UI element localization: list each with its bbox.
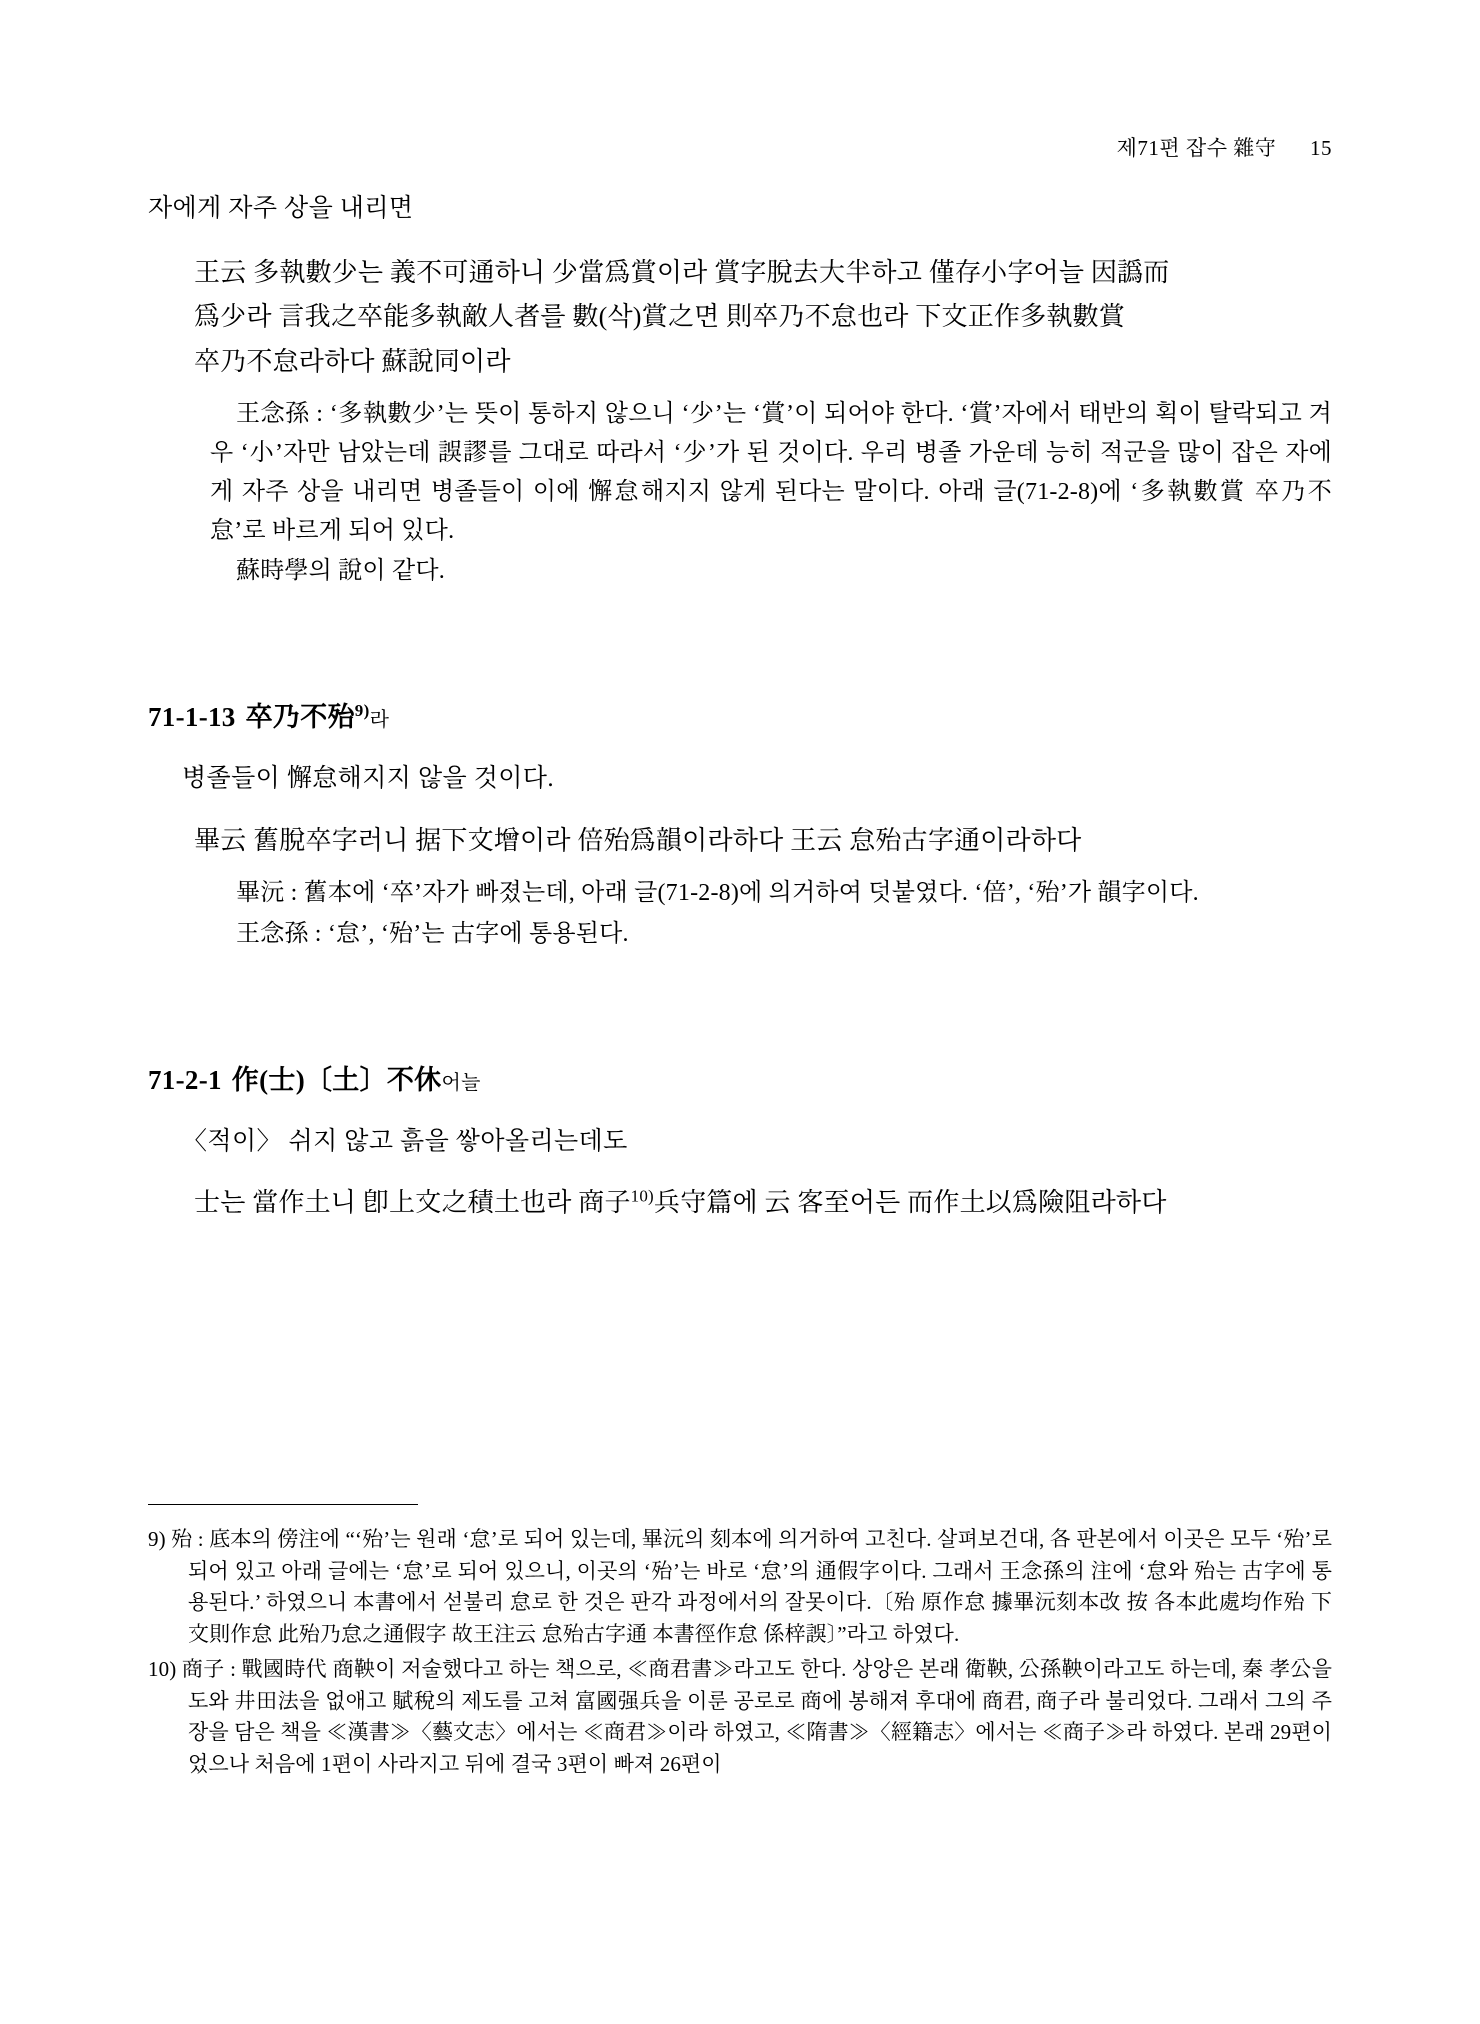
footnote-area [148, 1524, 1332, 1784]
section-title: 卒乃不殆 [245, 702, 355, 733]
footnote-marker: 10) [148, 1657, 177, 1681]
footnote-marker: 9) [148, 1527, 166, 1551]
section-translation-71-2-1: 〈적이〉 쉬지 않고 흙을 쌓아올리는데도 [182, 1127, 628, 1155]
commentary-han-line: 卒乃不怠라하다 蘇說同이라 [194, 347, 511, 377]
commentary-han-text-post: 兵守篇에 云 客至어든 而作土以爲險阻라하다 [653, 1188, 1167, 1218]
commentary-korean-note-secondary: 王念孫 : ‘怠’, ‘殆’는 古字에 통용된다. [236, 920, 629, 947]
commentary-korean-note: 畢沅 : 舊本에 ‘卒’자가 빠졌는데, 아래 글(71-2-8)에 의거하여 덧붙였다. ‘倍’, ‘殆’가 韻字이다. [236, 879, 1199, 906]
section-title-suffix: 어늘 [441, 1071, 481, 1094]
translation-continuation: 자에게 자주 상을 내리면 [148, 195, 414, 222]
footnote-item [148, 1654, 1332, 1780]
footnote-text: 殆 : 底本의 傍注에 “‘殆’는 원래 ‘怠’로 되어 있는데, 畢沅의 刻本에 의거하여 고친다. 살펴보건대, 各 판본에서 이곳은 모두 ‘殆’로 되어 있고 아래 글에는 ‘怠’로 되어 있으니, 이곳의 ‘殆’는 바로 ‘怠’의 通假字이다. 그래서 王念孫의 注에 ‘怠와 殆는 古字에 통용된다.’ 하였으니 本書에서 섣불리 怠로 한 것은 판각 과정에서의 잘못이다.〔殆 原作怠 據畢沅刻本改 按 各本此處均作殆 下文則作怠 此殆乃怠之通假字 故王注云 怠殆古字通 本書徑作怠 係梓誤〕”라고 하였다. [171, 1527, 1332, 1646]
commentary-korean-note: 王念孫 : ‘多執數少’는 뜻이 통하지 않으니 ‘少’는 ‘賞’이 되어야 한다. ‘賞’자에서 태반의 획이 탈락되고 겨우 ‘小’자만 남았는데 誤謬를 그대로 따라서 ‘少’가 된 것이다. 우리 병졸 가운데 능히 적군을 많이 잡은 자에게 자주 상을 내리면 병졸들이 이에 懈怠해지지 않게 된다는 말이다. 아래 글(71-2-8)에 ‘多執數賞 卒乃不怠’로 바르게 되어 있다. [210, 400, 1332, 544]
running-head-label: 제71편 잡수 雜守 [1116, 136, 1277, 160]
footnote-ref-9[interactable]: 9) [354, 701, 370, 721]
footnote-ref-10[interactable]: 10) [630, 1186, 654, 1206]
section-translation-71-1-13: 병졸들이 懈怠해지지 않을 것이다. [182, 765, 555, 793]
footnote-item [148, 1524, 1332, 1650]
commentary-han-line: 王云 多執數少는 義不可通하니 少當爲賞이라 賞字脫去大半하고 僅存小字어늘 因譌而 [194, 257, 1170, 287]
commentary-han-line: 爲少라 言我之卒能多執敵人者를 數(삭)賞之면 則卒乃不怠也라 下文正作多執數賞 [194, 302, 1125, 332]
running-head [1117, 132, 1332, 162]
footnote-text: 商子 : 戰國時代 商鞅이 저술했다고 하는 책으로, ≪商君書≫라고도 한다. 상앙은 본래 衛鞅, 公孫鞅이라고도 하는데, 秦 孝公을 도와 井田法을 없애고 賦稅의 제도를 고쳐 富國强兵을 이룬 공로로 商에 봉해져 후대에 商君, 商子라 불리었다. 그래서 그의 주장을 담은 책을 ≪漢書≫〈藝文志〉에서는 ≪商君≫이라 하였고, ≪隋書≫〈經籍志〉에서는 ≪商子≫라 하였다. 본래 29편이었으나 처음에 1편이 사라지고 뒤에 결국 3편이 빠져 26편이 [181, 1657, 1332, 1776]
footnote-separator [148, 1504, 418, 1505]
section-number: 71-2-1 [148, 1064, 222, 1095]
section-title-suffix: 라 [369, 709, 390, 732]
section-title: 作(士)〔土〕不休 [231, 1064, 442, 1095]
document-body [148, 190, 1332, 1234]
section-heading-71-1-13 [148, 695, 1332, 734]
commentary-han-line-with-ref [194, 1181, 1332, 1226]
page-number: 15 [1310, 136, 1332, 160]
commentary-han-block-3 [194, 1181, 1332, 1226]
commentary-han-block-1 [194, 251, 1332, 385]
section-number: 71-1-13 [148, 702, 236, 733]
commentary-han-line: 畢云 舊脫卒字러니 据下文增이라 倍殆爲韻이라하다 王云 怠殆古字通이라하다 [194, 826, 1082, 856]
commentary-han-text-pre: 士는 當作土니 卽上文之積土也라 商子 [194, 1188, 631, 1218]
section-heading-71-2-1 [148, 1058, 1332, 1097]
commentary-han-block-2 [194, 819, 1332, 864]
commentary-korean-note-secondary: 蘇時學의 說이 같다. [236, 558, 445, 585]
